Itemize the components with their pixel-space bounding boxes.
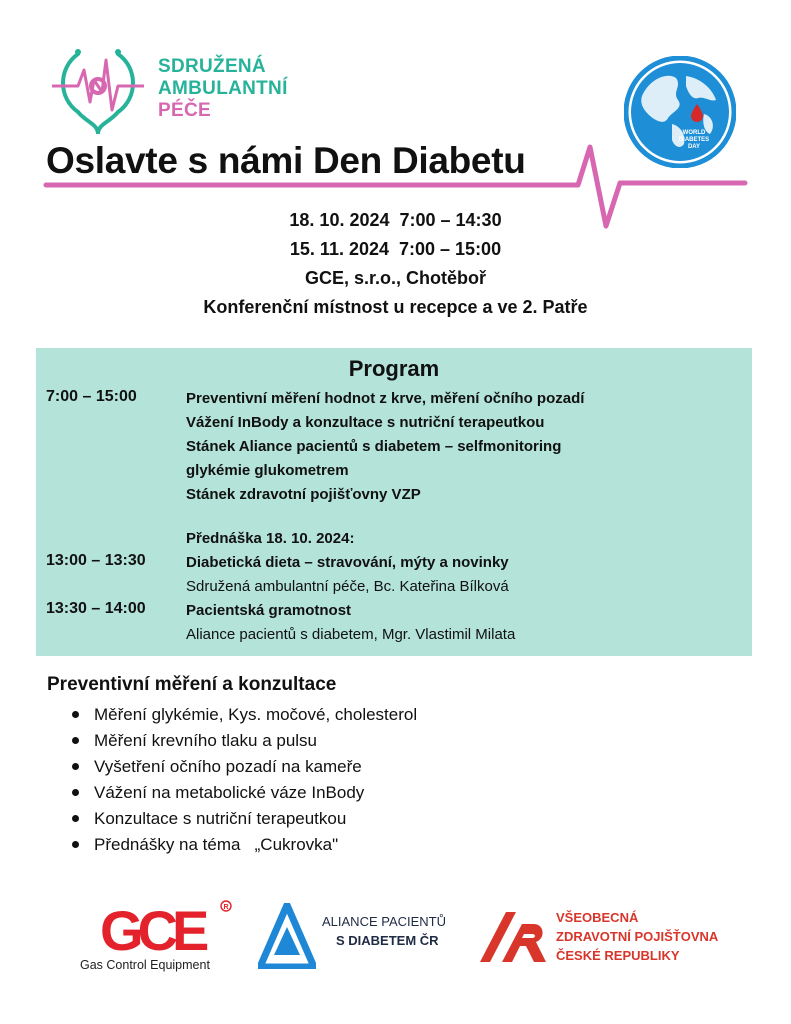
program-block-1-time: 7:00 – 15:00 bbox=[46, 388, 137, 405]
bullet-icon bbox=[72, 789, 79, 796]
lecture-1-topic: Diabetická dieta – stravování, mýty a novinky bbox=[186, 554, 509, 571]
event-date-2: 15. 11. 2024 7:00 – 15:00 bbox=[289, 239, 502, 259]
program-title: Program bbox=[348, 356, 440, 381]
gce-caption: Gas Control Equipment bbox=[80, 958, 210, 972]
aliance-text-line-1: ALIANCE PACIENTŮ bbox=[322, 914, 447, 929]
program-item: Stánek Aliance pacientů s diabetem – selfmonitoring bbox=[186, 438, 562, 455]
program-section bbox=[36, 348, 752, 656]
list-item-label: Měření krevního tlaku a pulsu bbox=[94, 731, 318, 750]
svg-text:R: R bbox=[223, 904, 229, 911]
bullet-icon bbox=[72, 711, 79, 718]
lecture-2-time: 13:30 – 14:00 bbox=[46, 600, 146, 617]
lecture-2-topic: Pacientská gramotnost bbox=[186, 602, 352, 619]
vzp-text-line-2: ZDRAVOTNÍ POJIŠŤOVNA bbox=[556, 929, 719, 944]
aliance-text-line-2: S DIABETEM ČR bbox=[336, 933, 439, 948]
lecture-2-speaker: Aliance pacientů s diabetem, Mgr. Vlastimil Milata bbox=[186, 626, 516, 643]
globe-text-2: DIABETES bbox=[678, 137, 710, 143]
logo-text-line-2: AMBULANTNÍ bbox=[158, 78, 288, 99]
logo-text-line-3: PÉČE bbox=[158, 100, 211, 121]
list-item bbox=[70, 754, 417, 780]
program-item: Vážení InBody a konzultace s nutriční terapeutkou bbox=[186, 414, 545, 431]
page-title: Oslavte s námi Den Diabetu bbox=[46, 140, 526, 181]
lecture-1-speaker: Sdružená ambulantní péče, Bc. Kateřina Bílková bbox=[186, 578, 509, 595]
list-item-label: Přednášky na téma „Cukrovka" bbox=[94, 835, 339, 854]
list-item-label: Konzultace s nutriční terapeutkou bbox=[94, 809, 347, 828]
bullet-icon bbox=[72, 737, 79, 744]
logo-text-line-1: SDRUŽENÁ bbox=[158, 56, 266, 77]
program-item: Preventivní měření hodnot z krve, měření očního pozadí bbox=[186, 390, 585, 407]
list-item bbox=[70, 728, 417, 754]
lecture-heading: Přednáška 18. 10. 2024: bbox=[186, 530, 355, 547]
list-item bbox=[70, 702, 417, 728]
preventive-title: Preventivní měření a konzultace bbox=[47, 674, 337, 695]
globe-text-3: DAY bbox=[687, 144, 701, 150]
program-item: glykémie glukometrem bbox=[186, 462, 349, 479]
stethoscope-heartbeat-logo bbox=[48, 40, 148, 140]
program-item: Stánek zdravotní pojišťovny VZP bbox=[186, 486, 421, 503]
list-item-label: Vážení na metabolické váze InBody bbox=[94, 783, 365, 802]
list-item-label: Vyšetření očního pozadí na kameře bbox=[94, 757, 362, 776]
globe-text-1: WORLD bbox=[682, 130, 706, 136]
svg-text:GCE: GCE bbox=[100, 899, 204, 962]
bullet-icon bbox=[72, 841, 79, 848]
list-item bbox=[70, 832, 417, 858]
lecture-1-time: 13:00 – 13:30 bbox=[46, 552, 146, 569]
bullet-icon bbox=[72, 763, 79, 770]
list-item-label: Měření glykémie, Kys. močové, cholesterol bbox=[94, 705, 418, 724]
list-item bbox=[70, 780, 417, 806]
event-room: Konferenční místnost u recepce a ve 2. Patře bbox=[203, 297, 588, 317]
event-date-1: 18. 10. 2024 7:00 – 14:30 bbox=[289, 210, 502, 230]
vzp-text-line-1: VŠEOBECNÁ bbox=[556, 910, 639, 925]
preventive-list bbox=[70, 702, 417, 858]
vzp-text-line-3: ČESKÉ REPUBLIKY bbox=[556, 948, 680, 963]
bullet-icon bbox=[72, 815, 79, 822]
event-place: GCE, s.r.o., Chotěboř bbox=[304, 268, 487, 288]
world-diabetes-day-globe-logo bbox=[624, 56, 736, 168]
vzp-logo-mark bbox=[476, 908, 548, 964]
aliance-pacientu-logo-mark bbox=[258, 903, 316, 969]
list-item bbox=[70, 806, 417, 832]
